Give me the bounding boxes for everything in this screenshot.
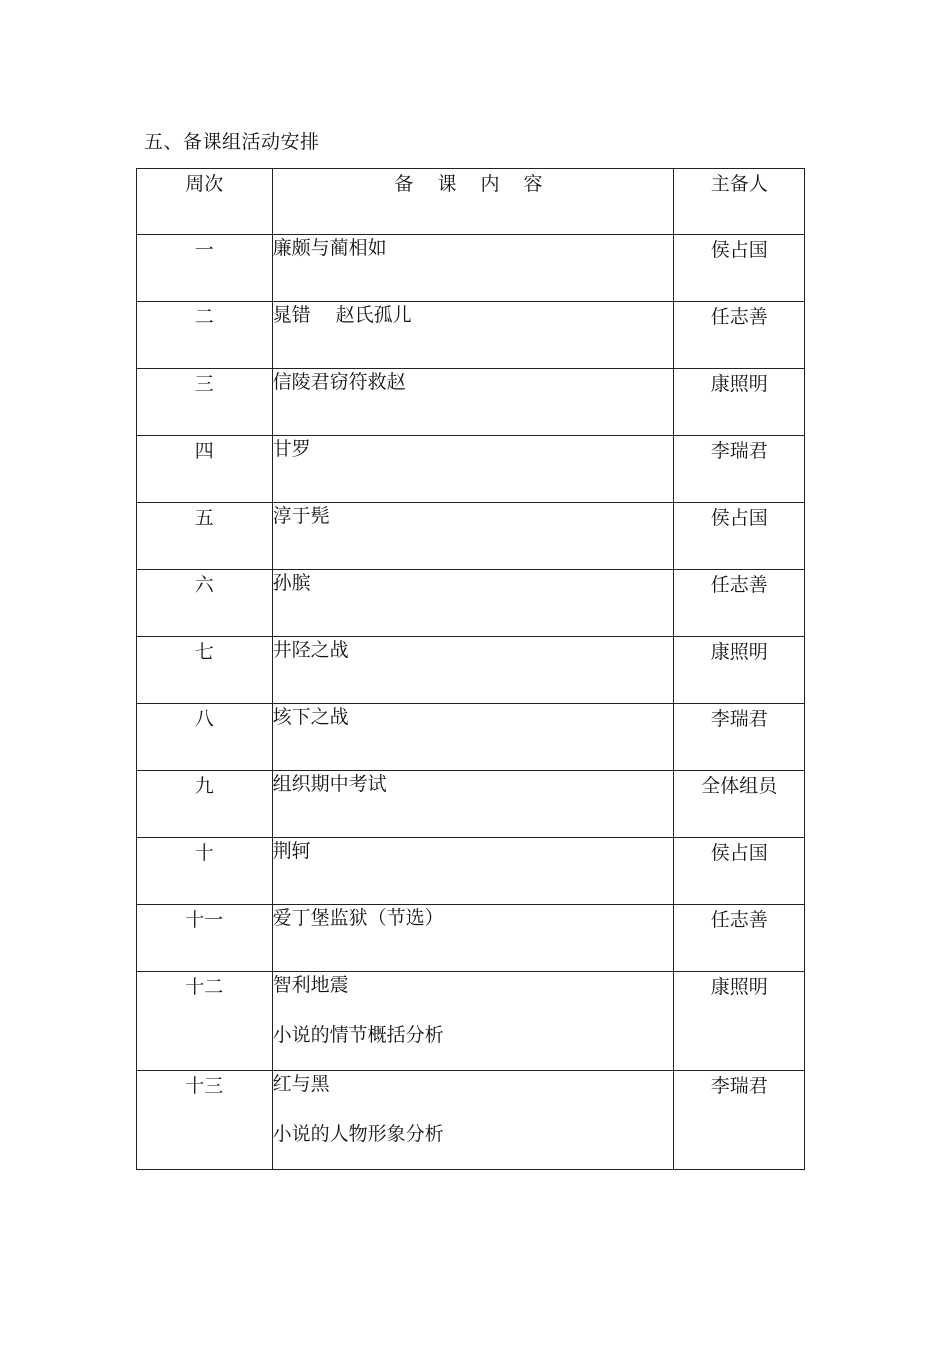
week-cell: 九 <box>137 771 273 838</box>
content-line: 垓下之战 <box>272 706 349 728</box>
content-line: 淳于髡 <box>272 505 330 527</box>
content-line: 井陉之战 <box>272 639 349 661</box>
week-cell: 五 <box>137 503 273 570</box>
content-line: 智利地震 <box>272 974 349 996</box>
content-cell <box>272 1071 674 1170</box>
content-cell <box>272 436 674 503</box>
content-cell <box>272 771 674 838</box>
content-line: 晁错 赵氏孤儿 <box>272 304 412 326</box>
content-cell <box>272 972 674 1071</box>
owner-cell: 任志善 <box>674 905 805 972</box>
content-line: 荆轲 <box>272 840 311 862</box>
owner-cell: 任志善 <box>674 570 805 637</box>
header-content: 备 课 内 容 <box>272 169 674 235</box>
content-cell <box>272 302 674 369</box>
content-line: 小说的情节概括分析 <box>272 1024 444 1046</box>
content-cell <box>272 838 674 905</box>
table-row <box>137 369 805 436</box>
table-row <box>137 1071 805 1170</box>
week-cell: 十三 <box>137 1071 273 1170</box>
header-owner: 主备人 <box>674 169 805 235</box>
content-cell <box>272 503 674 570</box>
content-cell <box>272 637 674 704</box>
header-week: 周次 <box>137 169 273 235</box>
owner-cell: 侯占国 <box>674 235 805 302</box>
content-cell <box>272 704 674 771</box>
table-row <box>137 235 805 302</box>
week-cell: 十 <box>137 838 273 905</box>
owner-cell: 侯占国 <box>674 838 805 905</box>
owner-cell: 康照明 <box>674 369 805 436</box>
table-row <box>137 570 805 637</box>
table-row <box>137 637 805 704</box>
owner-cell: 全体组员 <box>674 771 805 838</box>
lesson-plan-table <box>136 168 805 1170</box>
table-row <box>137 905 805 972</box>
owner-cell: 康照明 <box>674 972 805 1071</box>
content-cell <box>272 369 674 436</box>
content-cell <box>272 905 674 972</box>
content-cell <box>272 235 674 302</box>
owner-cell: 康照明 <box>674 637 805 704</box>
owner-cell: 任志善 <box>674 302 805 369</box>
table-row <box>137 838 805 905</box>
week-cell: 十一 <box>137 905 273 972</box>
content-line: 信陵君窃符救赵 <box>272 371 406 393</box>
table-body <box>137 235 805 1170</box>
table-row <box>137 771 805 838</box>
week-cell: 三 <box>137 369 273 436</box>
table-row <box>137 503 805 570</box>
owner-cell: 李瑞君 <box>674 1071 805 1170</box>
content-line: 红与黑 <box>272 1073 330 1095</box>
content-line: 廉颇与蔺相如 <box>272 237 387 259</box>
week-cell: 四 <box>137 436 273 503</box>
owner-cell: 李瑞君 <box>674 436 805 503</box>
table-row <box>137 302 805 369</box>
week-cell: 七 <box>137 637 273 704</box>
content-line: 爱丁堡监狱（节选） <box>272 907 444 929</box>
content-line: 孙膑 <box>272 572 311 594</box>
owner-cell: 侯占国 <box>674 503 805 570</box>
content-cell <box>272 570 674 637</box>
week-cell: 一 <box>137 235 273 302</box>
table-row <box>137 436 805 503</box>
owner-cell: 李瑞君 <box>674 704 805 771</box>
table-header-row <box>137 169 805 235</box>
table-row <box>137 704 805 771</box>
content-line: 组织期中考试 <box>272 773 387 795</box>
week-cell: 六 <box>137 570 273 637</box>
table-row <box>137 972 805 1071</box>
content-line: 小说的人物形象分析 <box>272 1123 444 1145</box>
week-cell: 十二 <box>137 972 273 1071</box>
week-cell: 八 <box>137 704 273 771</box>
content-line: 甘罗 <box>272 438 311 460</box>
section-title: 五、备课组活动安排 <box>144 131 320 153</box>
week-cell: 二 <box>137 302 273 369</box>
